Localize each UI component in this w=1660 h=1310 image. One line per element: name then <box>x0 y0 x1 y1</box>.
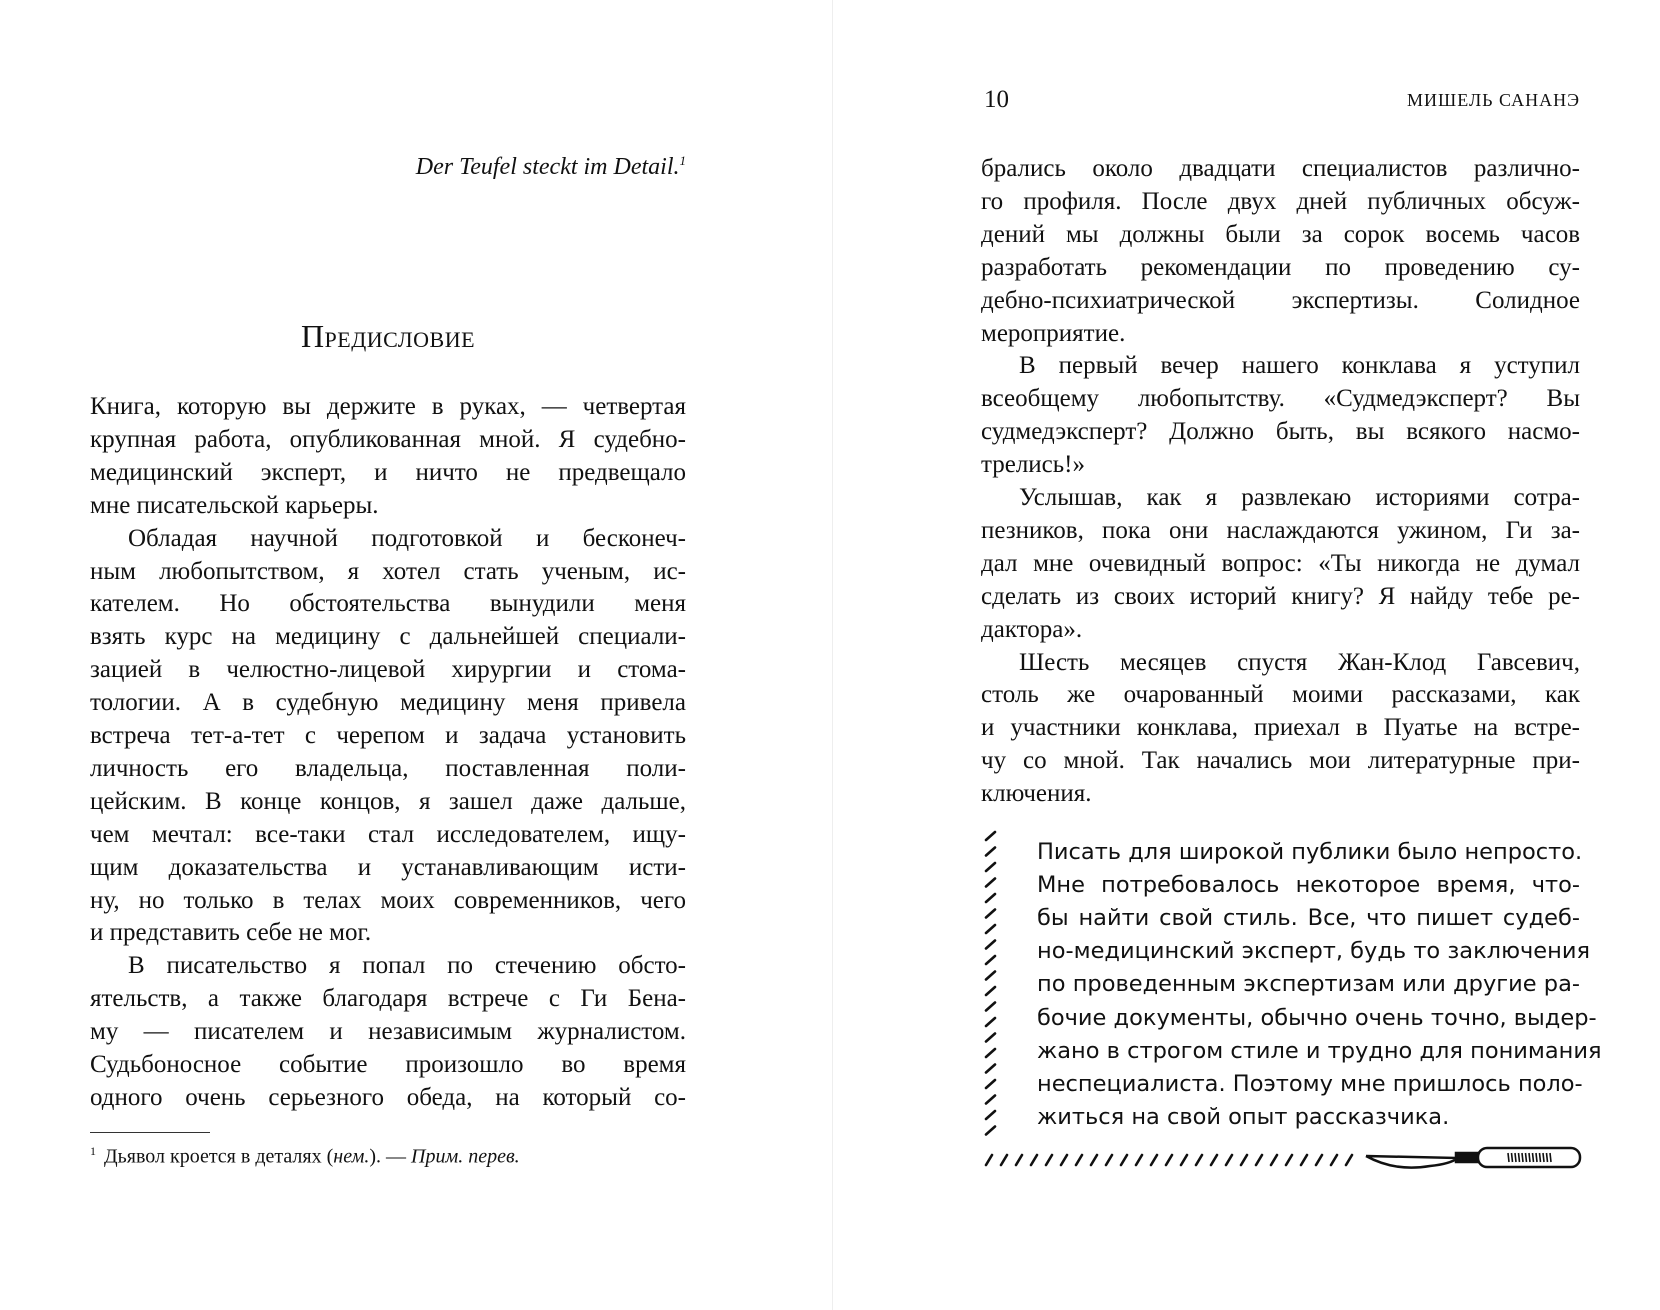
page-number: 10 <box>984 86 1009 113</box>
text-line: одного очень серьезного обеда, на который со- <box>90 1083 686 1111</box>
text-line: щим доказательства и устанавливающим исти- <box>90 853 686 881</box>
running-head: МИШЕЛЬ САНАНЭ <box>1407 90 1580 110</box>
text-line: Книга, которую вы держите в руках, — четвертая <box>90 393 686 420</box>
text-line: Мне потребовалось некоторое время, что- <box>1037 872 1580 899</box>
text-line: дений мы должны были за сорок восемь часов <box>981 220 1580 248</box>
text-line: ну, но только в телах моих современников, чего <box>90 886 686 914</box>
text-line: и участники конклава, приехал в Пуатье на встре- <box>981 714 1580 742</box>
text-line: кателем. Но обстоятельства вынудили меня <box>90 590 686 618</box>
text-line: медицинский эксперт, и ничто не предвещало <box>90 458 686 486</box>
text-line: неспециалиста. Поэтому мне пришлось поло- <box>1037 1070 1583 1097</box>
text-line: го профиля. После двух дней публичных обсуж- <box>981 187 1580 215</box>
text-line: В первый вечер нашего конклава я уступил <box>1019 352 1580 380</box>
footnote-note: Прим. перев. <box>411 1145 520 1168</box>
text-line: житься на свой опыт рассказчика. <box>1037 1103 1450 1130</box>
text-line: Судьбоносное событие произошло во время <box>90 1051 686 1078</box>
text-line: тологии. А в судебную медицину меня привела <box>90 689 686 717</box>
text-line: чем мечтал: все-таки стал исследователем, ищу- <box>90 820 686 848</box>
scalpel-icon <box>1366 1148 1580 1168</box>
text-line: сделать из своих историй книгу? Я найду тебе ре- <box>981 582 1580 610</box>
text-line: Услышав, как я развлекаю историями сотра- <box>1019 484 1580 511</box>
text-line: жано в строгом стиле и трудно для понимания <box>1037 1037 1602 1064</box>
text-line: встреча тет-а-тет с черепом и задача установить <box>90 722 686 749</box>
text-line: крупная работа, опубликованная мной. Я судебно- <box>90 425 686 453</box>
text-line: Писать для широкой публики было непросто. <box>1037 839 1583 865</box>
text-line: бы найти свой стиль. Все, что пишет судеб- <box>1037 905 1580 932</box>
text-line: по проведенным экспертизам или другие ра- <box>1037 971 1580 998</box>
text-line: мероприятие. <box>981 319 1126 347</box>
text-line: личность его владельца, поставленная поли- <box>90 754 686 782</box>
text-line: разработать рекомендации по проведению су- <box>981 253 1580 281</box>
text-line: дактора». <box>981 615 1083 643</box>
footnote-mark: 1 <box>679 153 686 168</box>
text-line: трелись!» <box>981 451 1086 479</box>
text-line: всеобщему любопытству. «Судмедэксперт? Вы <box>981 385 1580 413</box>
text-line: В писательство я попал по стечению обсто- <box>128 952 686 980</box>
text-line: ным любопытством, я хотел стать ученым, ис- <box>90 557 686 585</box>
footnote-text: Дьявол кроется в деталях ( <box>104 1145 334 1168</box>
text-line: брались около двадцати специалистов различно- <box>981 155 1580 182</box>
text-line: ятельств, а также благодаря встрече с Ги Бена- <box>90 985 686 1013</box>
text-line: мне писательской карьеры. <box>90 491 379 519</box>
text-line: бочие документы, обычно очень точно, выдер- <box>1037 1004 1597 1031</box>
text-line: му — писателем и независимым журналистом. <box>90 1018 686 1046</box>
chapter-heading: Предисловие <box>300 318 476 354</box>
footnote-number: 1 <box>90 1144 96 1158</box>
footnote-dash: ). — <box>369 1145 412 1168</box>
text-line: судмедэксперт? Должно быть, вы всякого насмо- <box>981 418 1580 446</box>
text-line: взять курс на медицину с дальнейшей специали- <box>90 623 686 651</box>
text-line: но-медицинский эксперт, будь то заключения <box>1037 938 1591 965</box>
text-line: Обладая научной подготовкой и бесконеч- <box>128 524 686 552</box>
text-line: цейским. В конце концов, я зашел даже дальше, <box>90 787 686 815</box>
text-line: дал мне очевидный вопрос: «Ты никогда не думал <box>981 549 1580 577</box>
footnote-lang: нем. <box>333 1145 370 1168</box>
text-line: столь же очарованный моими рассказами, как <box>981 681 1580 709</box>
text-line: дебно-психиатрической экспертизы. Солидное <box>981 286 1580 314</box>
text-line: зацией в челюстно-лицевой хирургии и стома- <box>90 656 686 684</box>
text-line: Шесть месяцев спустя Жан-Клод Гавсевич, <box>1019 648 1580 676</box>
epigraph-text: Der Teufel steckt im Detail. <box>415 154 680 180</box>
text-line: чу со мной. Так начались мои литературные при- <box>981 747 1580 775</box>
text-line: ключения. <box>981 780 1092 808</box>
text-line: пезников, пока они наслаждаются ужином, Ги за- <box>981 516 1580 544</box>
text-line: и представить себе не мог. <box>90 919 372 947</box>
